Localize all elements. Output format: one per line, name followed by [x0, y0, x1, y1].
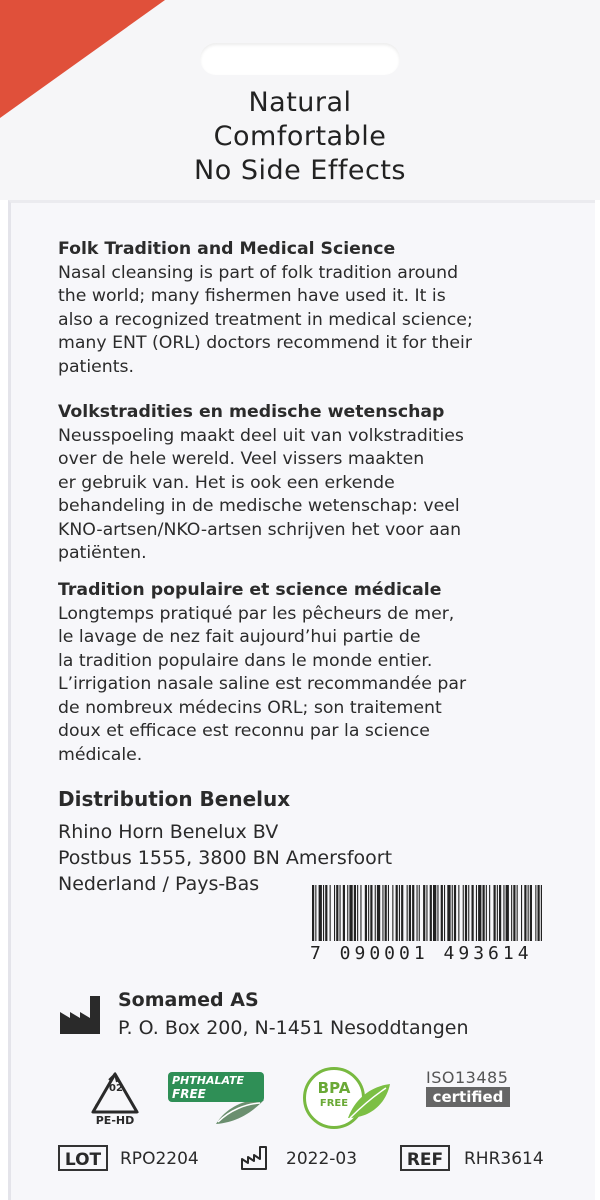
section-line: patiënten.: [58, 543, 147, 563]
barcode-bar: [458, 885, 459, 941]
barcode-bar: [528, 885, 529, 941]
barcode-bar: [343, 885, 345, 941]
barcode-bar: [357, 885, 358, 941]
barcode-bar: [489, 885, 490, 941]
barcode-bar: [382, 885, 383, 941]
barcode-bar: [506, 885, 509, 941]
section-line: Longtemps pratiqué par les pêcheurs de mer,: [58, 603, 455, 624]
barcode-bar: [444, 885, 445, 941]
barcode-bar: [370, 885, 372, 941]
barcode-bar: [521, 885, 522, 941]
barcode-bar: [365, 885, 367, 941]
barcode-bar: [360, 885, 361, 941]
barcode-bar: [336, 885, 338, 941]
recycle-label: PE-HD: [95, 1114, 135, 1127]
section-line: patients.: [58, 356, 134, 377]
distribution-block: [58, 785, 578, 897]
barcode-bar: [385, 885, 387, 941]
barcode-bar: [396, 885, 398, 941]
phthalate-label: PHTHALATE: [172, 1074, 244, 1087]
barcode-bar: [530, 885, 532, 941]
barcode-bar: [465, 885, 467, 941]
barcode-bar: [388, 885, 389, 941]
barcode-bar: [538, 885, 540, 941]
barcode-bar: [541, 885, 542, 941]
barcode-bar: [417, 885, 418, 941]
iso-certified-label: certified: [426, 1087, 510, 1107]
barcode-bar: [409, 885, 411, 941]
barcode-bar: [447, 885, 450, 941]
barcode-bar: [334, 885, 335, 941]
section-line: de nombreux médecins ORL; son traitement: [58, 697, 442, 718]
barcode-bar: [315, 885, 316, 941]
section-line: le lavage de nez fait aujourd’hui partie de: [58, 627, 421, 647]
barcode-bar: [499, 885, 501, 941]
barcode-bar: [454, 885, 456, 941]
manufacturer-name: Somamed AS: [118, 989, 259, 1011]
barcode-bar: [319, 885, 322, 941]
factory-icon: [58, 990, 106, 1038]
barcode-bar: [503, 885, 504, 941]
barcode-bar: [419, 885, 420, 941]
section-heading: Tradition populaire et science médicale: [58, 580, 442, 600]
section-line: also a recognized treatment in medical science;: [58, 309, 473, 330]
barcode-number: 7 090001 493614: [310, 943, 533, 964]
section-french: [58, 579, 568, 767]
section-line: over de hele wereld. Veel vissers maakten: [58, 449, 425, 469]
barcode-bar: [312, 885, 314, 941]
barcode-bar: [463, 885, 464, 941]
barcode-bar: [441, 885, 443, 941]
ref-symbol: REF: [400, 1145, 450, 1171]
lot-number: RPO2204: [120, 1149, 199, 1169]
manufacture-date-icon: [240, 1143, 274, 1171]
lot-symbol: LOT: [58, 1145, 108, 1171]
barcode-bar: [375, 885, 376, 941]
distribution-line: Nederland / Pays-Bas: [58, 873, 260, 895]
section-line: la tradition populaire dans le monde entier.: [58, 650, 433, 671]
slogan-line: Comfortable: [213, 121, 387, 152]
barcode-bar: [377, 885, 380, 941]
barcode-bar: [494, 885, 496, 941]
phthalate-free-label: FREE: [172, 1087, 206, 1101]
barcode-bar: [399, 885, 400, 941]
barcode-bar: [401, 885, 403, 941]
distribution-line: Rhino Horn Benelux BV: [58, 821, 279, 843]
slogan-line: No Side Effects: [194, 155, 406, 186]
section-line: behandeling in de medische wetenschap: veel: [58, 496, 460, 516]
section-dutch: [58, 401, 568, 566]
barcode-bar: [412, 885, 414, 941]
ref-number: RHR3614: [464, 1149, 544, 1169]
section-line: médicale.: [58, 744, 143, 765]
barcode-bar: [323, 885, 324, 941]
bpa-label: BPA: [317, 1079, 351, 1097]
section-english: [58, 238, 568, 379]
section-line: many ENT (ORL) doctors recommend it for their: [58, 333, 472, 353]
manufacture-date: 2022-03: [286, 1149, 358, 1169]
barcode-bar: [392, 885, 393, 941]
recycle-code: 02: [109, 1083, 123, 1094]
barcode-bar: [476, 885, 477, 941]
barcode-bar: [354, 885, 356, 941]
barcode-bar: [511, 885, 512, 941]
hanging-hole: [200, 43, 400, 75]
iso-standard-label: ISO13485: [426, 1068, 509, 1087]
barcode-bar: [478, 885, 481, 941]
barcode-bar: [407, 885, 408, 941]
slogan-line: Natural: [248, 87, 352, 118]
barcode-bar: [423, 885, 425, 941]
barcode-bar: [483, 885, 485, 941]
barcode-bar: [430, 885, 432, 941]
section-heading: Folk Tradition and Medical Science: [58, 239, 396, 259]
barcode-bar: [472, 885, 474, 941]
distribution-title: Distribution Benelux: [58, 787, 291, 811]
section-line: KNO-artsen/NKO-artsen schrijven het voor aan: [58, 519, 462, 540]
section-line: Nasal cleansing is part of folk tradition around: [58, 262, 459, 283]
barcode-bar: [486, 885, 487, 941]
section-line: L’irrigation nasale saline est recommandée par: [58, 674, 467, 694]
barcode-bar: [513, 885, 515, 941]
barcode-bar: [340, 885, 341, 941]
barcode-bar: [349, 885, 352, 941]
barcode-bar: [325, 885, 327, 941]
section-line: Neusspoeling maakt deel uit van volkstradities: [58, 425, 464, 446]
manufacturer-address: P. O. Box 200, N-1451 Nesoddtangen: [118, 1017, 469, 1039]
section-line: er gebruik van. Het is ook een erkende: [58, 472, 395, 493]
section-heading: Volkstradities en medische wetenschap: [58, 402, 445, 422]
barcode-bar: [524, 885, 526, 941]
slogan: [0, 86, 600, 188]
section-line: the world; many fishermen have used it. It is: [58, 286, 446, 306]
barcode-bar: [426, 885, 427, 941]
barcode-bar: [347, 885, 348, 941]
barcode-bar: [468, 885, 469, 941]
barcode-bar: [497, 885, 498, 941]
barcode-bar: [452, 885, 453, 941]
barcode-bar: [517, 885, 518, 941]
barcode-bar: [368, 885, 369, 941]
barcode-bar: [330, 885, 331, 941]
bpa-free-label: FREE: [319, 1098, 349, 1109]
barcode-bar: [433, 885, 436, 941]
distribution-line: Postbus 1555, 3800 BN Amersfoort: [58, 847, 393, 869]
barcode-bar: [535, 885, 536, 941]
barcode-bar: [437, 885, 438, 941]
section-line: doux et efficace est reconnu par la science: [58, 721, 430, 741]
